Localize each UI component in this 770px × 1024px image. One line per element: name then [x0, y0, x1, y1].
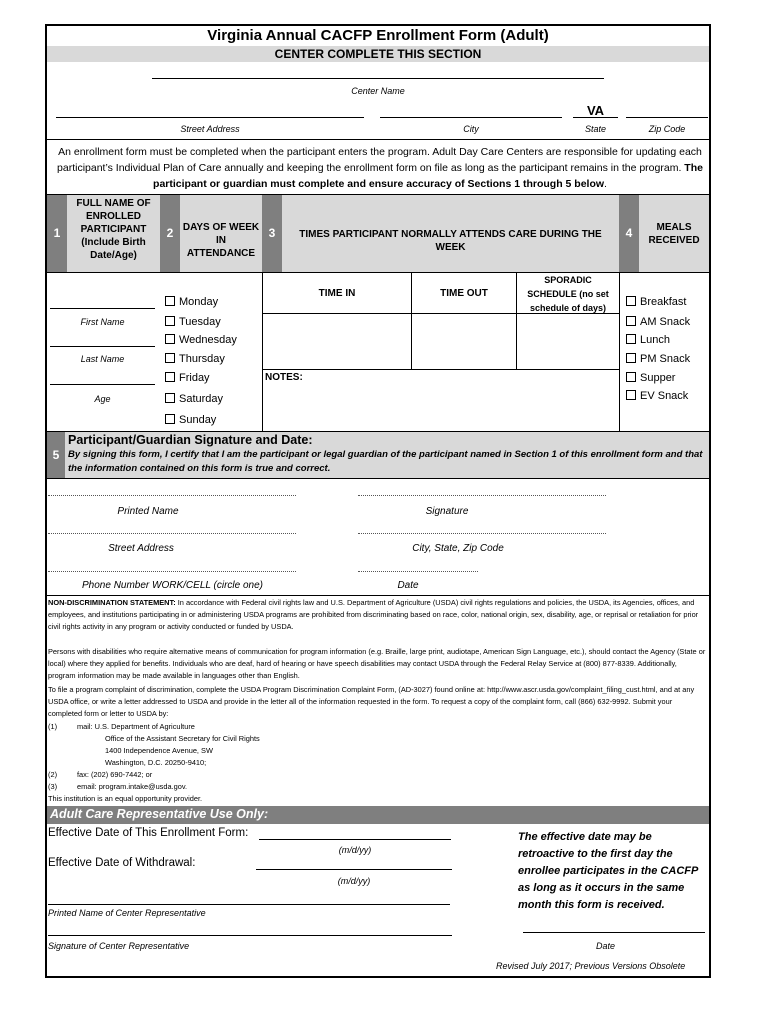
rep-section-title: Adult Care Representative Use Only:: [50, 807, 269, 821]
non-discrimination-label: NON-DISCRIMINATION STATEMENT:: [48, 598, 176, 607]
non-discrimination-p3: To file a program complaint of discrimination, complete the USDA Program Discrimination Complaint Form, (AD-3027) found online at: http://www.ascr.usda.gov/complaint_filing_cust.html, and at any USDA office, or write a letter addressed to USDA and provide in the letter all of the information requested in the form. To request a copy of the complaint form, call (866) 632-9992. Submit your completed form or letter to USDA by:: [48, 685, 695, 718]
city-state-zip-label: City, State, Zip Code: [412, 543, 504, 554]
center-name-label: Center Name: [351, 86, 405, 96]
withdrawal-date-label: Effective Date of Withdrawal:: [48, 857, 196, 869]
meal-label: Supper: [640, 372, 676, 384]
fax-line: fax: (202) 690-7442; or: [77, 770, 153, 779]
checkbox-icon: [165, 393, 175, 403]
intro-end: .: [604, 178, 607, 190]
notes-label: NOTES:: [265, 372, 303, 383]
last-name-label: Last Name: [80, 354, 125, 364]
sporadic-schedule-field[interactable]: [517, 314, 619, 369]
section-2-number: 2: [160, 195, 180, 272]
checkbox-icon: [626, 353, 636, 363]
date-field[interactable]: [358, 571, 478, 572]
meal-label: EV Snack: [640, 390, 689, 402]
zip-code-label: Zip Code: [648, 124, 686, 134]
day-label: Saturday: [179, 393, 224, 405]
time-out-header: TIME OUT: [440, 288, 488, 299]
intro-paragraph: [56, 144, 704, 192]
city-state-zip-field[interactable]: [358, 533, 606, 534]
street-address-label: Street Address: [108, 543, 174, 554]
equal-opportunity-statement: This institution is an equal opportunity provider.: [48, 794, 203, 803]
non-discrimination-p1: [48, 597, 706, 633]
effective-date-label: Effective Date of This Enrollment Form:: [48, 827, 249, 839]
street-address-field[interactable]: [48, 533, 296, 534]
day-sunday-checkbox[interactable]: [165, 413, 216, 427]
phone-number-label: Phone Number WORK/CELL (circle one): [82, 580, 263, 591]
meal-lunch-checkbox[interactable]: [626, 333, 670, 347]
withdrawal-date-format: (m/d/yy): [337, 876, 371, 886]
state-field[interactable]: [573, 117, 618, 118]
time-out-field[interactable]: [412, 314, 516, 369]
rep-signature-field[interactable]: [48, 935, 452, 936]
checkbox-icon: [626, 316, 636, 326]
day-thursday-checkbox[interactable]: [165, 352, 225, 366]
section-3-title: TIMES PARTICIPANT NORMALLY ATTENDS CARE DURING THE WEEK: [299, 229, 602, 253]
day-friday-checkbox[interactable]: [165, 371, 210, 385]
divider: [47, 478, 709, 479]
age-label: Age: [94, 394, 111, 404]
effective-date-format: (m/d/yy): [338, 845, 372, 855]
intro-text: An enrollment form must be completed when the participant enters the program. Adult Day Care Centers are responsible for updating each participant’s Individual Plan of Care annually and keeping the enrollment form on file as long as the participant remains in the program.: [57, 146, 702, 174]
section-1-number: 1: [47, 195, 67, 272]
day-label: Thursday: [179, 353, 225, 365]
day-label: Friday: [179, 372, 210, 384]
day-monday-checkbox[interactable]: [165, 295, 218, 309]
meal-label: PM Snack: [640, 353, 691, 365]
state-label: State: [584, 124, 606, 134]
checkbox-icon: [626, 390, 636, 400]
section-1-title: FULL NAME OF ENROLLED PARTICIPANT (Include Birth Date/Age): [76, 198, 151, 261]
zip-code-field[interactable]: [626, 117, 708, 118]
divider: [47, 595, 709, 596]
center-section-heading: CENTER COMPLETE THIS SECTION: [47, 46, 709, 62]
printed-name-field[interactable]: [48, 495, 296, 496]
mail-number: (1): [48, 722, 58, 731]
section-4-number: 4: [619, 195, 639, 272]
meal-am-snack-checkbox[interactable]: [626, 315, 690, 329]
email-line: email: program.intake@usda.gov.: [77, 782, 188, 791]
section-2-title: DAYS OF WEEK IN ATTENDANCE: [182, 222, 260, 259]
time-in-field[interactable]: [264, 314, 411, 369]
meal-ev-snack-checkbox[interactable]: [626, 389, 688, 403]
email-number: (3): [48, 782, 58, 791]
meal-breakfast-checkbox[interactable]: [626, 295, 686, 309]
city-field[interactable]: [380, 117, 562, 118]
fax-number: (2): [48, 770, 58, 779]
effective-date-note: The effective date may be retroactive to the first day the enrollee participates in the CACFP as long as it occurs in the same month this form is received.: [518, 831, 698, 911]
meal-label: AM Snack: [640, 316, 691, 328]
withdrawal-date-field[interactable]: [256, 869, 452, 870]
checkbox-icon: [626, 296, 636, 306]
checkbox-icon: [165, 353, 175, 363]
rep-printed-name-label: Printed Name of Center Representative: [48, 908, 206, 918]
checkbox-icon: [165, 372, 175, 382]
day-tuesday-checkbox[interactable]: [165, 315, 221, 329]
section-5-title: Participant/Guardian Signature and Date:: [68, 433, 313, 447]
notes-field[interactable]: [263, 385, 619, 430]
phone-number-field[interactable]: [48, 571, 296, 572]
first-name-label: First Name: [80, 317, 125, 327]
day-label: Monday: [179, 296, 219, 308]
day-saturday-checkbox[interactable]: [165, 392, 223, 406]
non-discrimination-p2: Persons with disabilities who require alternative means of communication for program information (e.g. Braille, large print, audiotape, American Sign Language, etc.), should contact the Agency (State or local) where they applied for benefits. Individuals who are deaf, hard of hearing or have speech disabilities may contact USDA through the Federal Relay Service at (800) 877-8339. Additionally, program information may be made available in languages other than English.: [48, 647, 706, 680]
street-address-field[interactable]: [56, 117, 364, 118]
age-field[interactable]: [50, 384, 155, 385]
non-discrimination-text: In accordance with Federal civil rights law and U.S. Department of Agriculture (USDA) civil rights regulations and policies, the USDA, its Agencies, offices, and employees, and institutions participating in or administering USDA programs are prohibited from discriminating based on race, color, national origin, sex, disability, age, or reprisal or retaliation for prior civil rights activity in any program or activity conducted or funded by USDA.: [48, 598, 699, 631]
checkbox-icon: [165, 316, 175, 326]
rep-date-label: Date: [595, 941, 615, 951]
signature-field[interactable]: [358, 495, 606, 496]
meal-pm-snack-checkbox[interactable]: [626, 352, 690, 366]
mail-line-3: 1400 Independence Avenue, SW: [105, 746, 213, 755]
grid-line: [262, 369, 619, 370]
meal-supper-checkbox[interactable]: [626, 371, 675, 385]
rep-date-field[interactable]: [523, 932, 705, 933]
effective-date-field[interactable]: [259, 839, 451, 840]
meal-label: Breakfast: [640, 296, 687, 308]
section-3-number: 3: [262, 195, 282, 272]
rep-printed-name-field[interactable]: [48, 904, 450, 905]
first-name-field[interactable]: [50, 308, 155, 309]
meal-label: Lunch: [640, 334, 670, 346]
mail-line-4: Washington, D.C. 20250-9410;: [105, 758, 207, 767]
day-label: Tuesday: [179, 316, 221, 328]
signature-label: Signature: [425, 506, 469, 517]
intro-bold-text: The participant or guardian must complete and ensure accuracy of Sections 1 through 5 below: [153, 162, 703, 190]
checkbox-icon: [626, 372, 636, 382]
city-label: City: [463, 124, 479, 134]
divider: [47, 139, 709, 140]
day-label: Wednesday: [179, 334, 237, 346]
form-title: Virginia Annual CACFP Enrollment Form (Adult): [207, 27, 549, 44]
section-4-title: MEALS RECEIVED: [648, 222, 700, 246]
date-label: Date: [397, 580, 419, 591]
revision-note: Revised July 2017; Previous Versions Obsolete: [496, 961, 686, 971]
street-address-label: Street Address: [180, 124, 240, 134]
section-5-certification: By signing this form, I certify that I am the participant or legal guardian of the participant named in Section 1 of this enrollment form and that the information contained on this form is true and correct.: [68, 449, 703, 474]
time-in-header: TIME IN: [318, 288, 356, 299]
mail-line-1: mail: U.S. Department of Agriculture: [77, 722, 195, 731]
section-5-number: 5: [47, 432, 65, 478]
center-name-field[interactable]: [152, 78, 604, 79]
checkbox-icon: [165, 414, 175, 424]
printed-name-label: Printed Name: [117, 506, 179, 517]
grid-line: [619, 272, 620, 431]
state-value: VA: [586, 103, 605, 118]
checkbox-icon: [165, 296, 175, 306]
checkbox-icon: [165, 334, 175, 344]
rep-signature-label: Signature of Center Representative: [48, 941, 190, 951]
checkbox-icon: [626, 334, 636, 344]
day-wednesday-checkbox[interactable]: [165, 333, 237, 347]
day-label: Sunday: [179, 414, 217, 426]
sporadic-schedule-header: SPORADIC SCHEDULE (no set schedule of days): [527, 275, 609, 313]
last-name-field[interactable]: [50, 346, 155, 347]
mail-line-2: Office of the Assistant Secretary for Civil Rights: [105, 734, 260, 743]
